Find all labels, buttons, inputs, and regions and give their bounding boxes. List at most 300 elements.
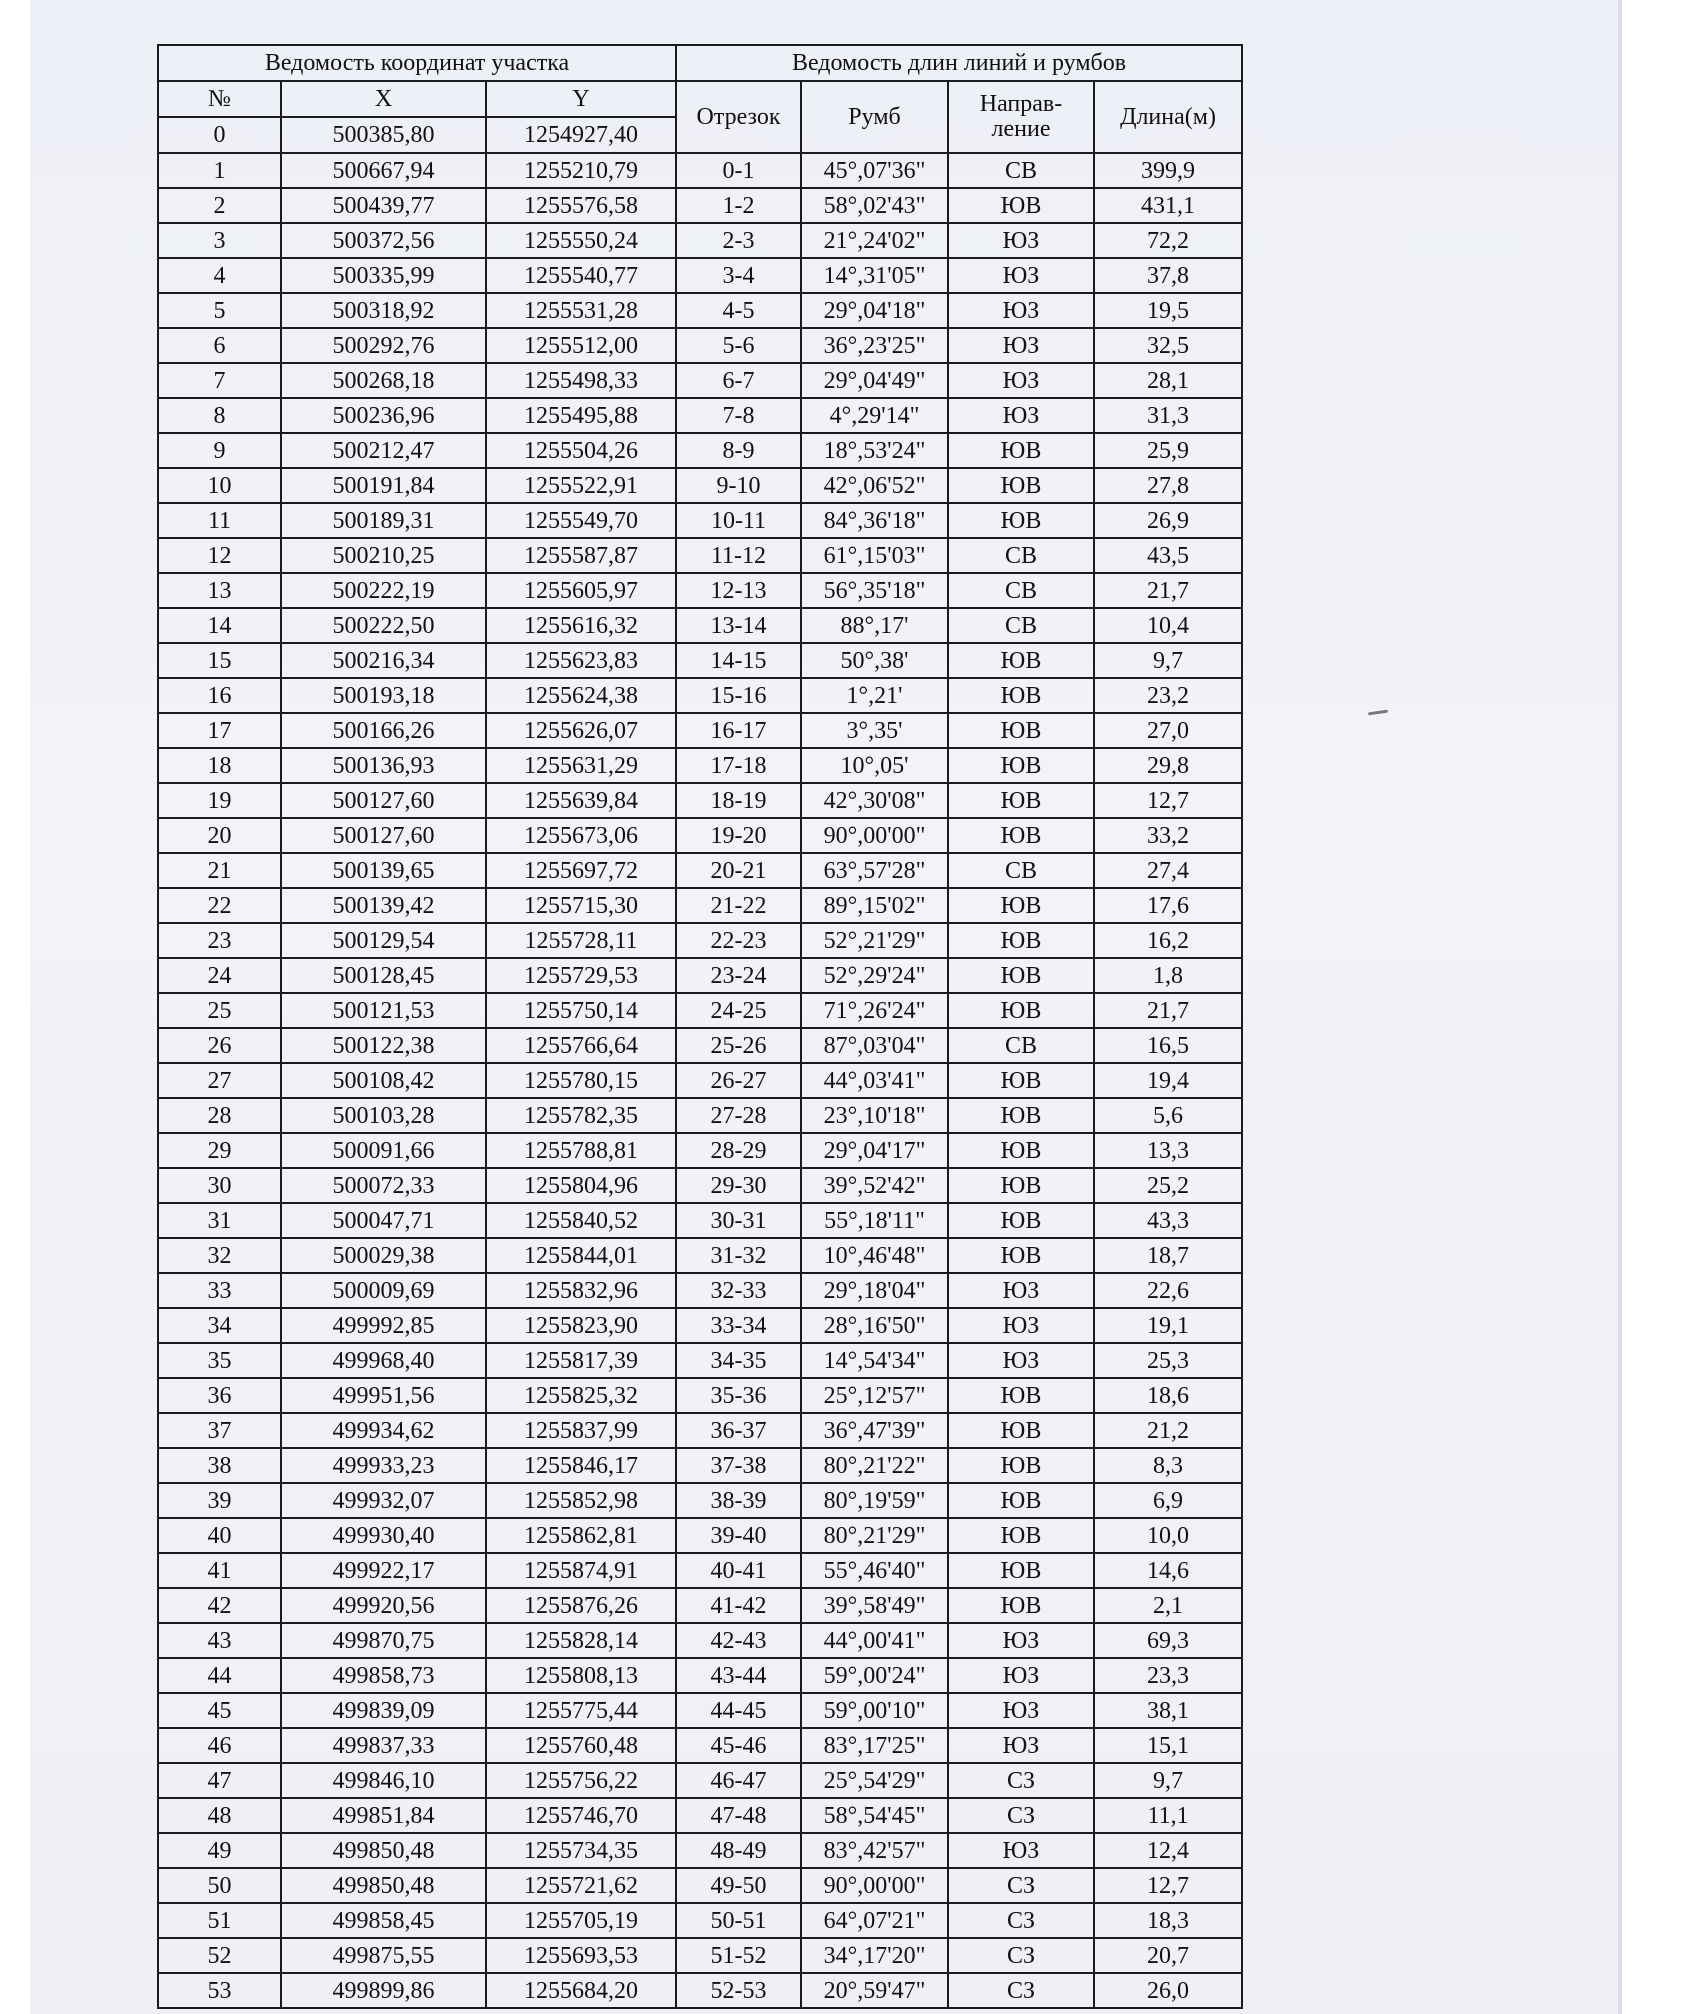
point-number: 19: [158, 783, 281, 818]
table-row: [158, 608, 1242, 643]
segment: 30-31: [676, 1203, 801, 1238]
length: 21,2: [1094, 1413, 1242, 1448]
length: 12,7: [1094, 783, 1242, 818]
direction: ЮВ: [948, 748, 1094, 783]
direction: ЮЗ: [948, 328, 1094, 363]
bearing: 61°,15'03": [801, 538, 948, 573]
point-number: 32: [158, 1238, 281, 1273]
point-number: 3: [158, 223, 281, 258]
direction: ЮВ: [948, 958, 1094, 993]
point-x: 499932,07: [281, 1483, 486, 1518]
point-x: 500236,96: [281, 398, 486, 433]
point-y: 1255715,30: [486, 888, 676, 923]
point-number: 26: [158, 1028, 281, 1063]
segment: 41-42: [676, 1588, 801, 1623]
segment: 25-26: [676, 1028, 801, 1063]
length: 19,1: [1094, 1308, 1242, 1343]
point-number: 15: [158, 643, 281, 678]
point-y: 1255697,72: [486, 853, 676, 888]
table-row: [158, 748, 1242, 783]
col-x-header: X: [281, 81, 486, 117]
table-row: [158, 1833, 1242, 1868]
length: 26,9: [1094, 503, 1242, 538]
direction: СЗ: [948, 1938, 1094, 1973]
direction: ЮЗ: [948, 1273, 1094, 1308]
coordinates-title: Ведомость координат участка: [158, 45, 676, 81]
point-x: 500222,19: [281, 573, 486, 608]
table-row: [158, 818, 1242, 853]
point-number: 42: [158, 1588, 281, 1623]
direction: ЮВ: [948, 1413, 1094, 1448]
table-row: [158, 223, 1242, 258]
point-x: 499858,73: [281, 1658, 486, 1693]
point-number: 14: [158, 608, 281, 643]
segment: 36-37: [676, 1413, 801, 1448]
direction: ЮВ: [948, 1378, 1094, 1413]
length: 18,7: [1094, 1238, 1242, 1273]
direction: ЮВ: [948, 1238, 1094, 1273]
direction: ЮВ: [948, 1483, 1094, 1518]
table-row: [158, 398, 1242, 433]
table-row: [158, 1168, 1242, 1203]
point-x: 500439,77: [281, 188, 486, 223]
point-x: 499951,56: [281, 1378, 486, 1413]
table-row: [158, 1868, 1242, 1903]
table-row: [158, 643, 1242, 678]
length: 25,3: [1094, 1343, 1242, 1378]
point-number: 28: [158, 1098, 281, 1133]
direction: ЮВ: [948, 1518, 1094, 1553]
point-y: 1255852,98: [486, 1483, 676, 1518]
segment: 19-20: [676, 818, 801, 853]
bearing: 29°,18'04": [801, 1273, 948, 1308]
direction: ЮЗ: [948, 1343, 1094, 1378]
bearing: 3°,35': [801, 713, 948, 748]
point-y: 1255631,29: [486, 748, 676, 783]
table-row: [158, 1273, 1242, 1308]
bearing: 25°,54'29": [801, 1763, 948, 1798]
segment: 13-14: [676, 608, 801, 643]
segment: 12-13: [676, 573, 801, 608]
point-x: 500103,28: [281, 1098, 486, 1133]
segment: 24-25: [676, 993, 801, 1028]
segment: 32-33: [676, 1273, 801, 1308]
point-y: 1255684,20: [486, 1973, 676, 2008]
point-y: 1255728,11: [486, 923, 676, 958]
bearing: 45°,07'36": [801, 153, 948, 188]
table-row: [158, 328, 1242, 363]
point-x: 499850,48: [281, 1833, 486, 1868]
table-row: [158, 1903, 1242, 1938]
point-y: 1255504,26: [486, 433, 676, 468]
length: 2,1: [1094, 1588, 1242, 1623]
point-number: 53: [158, 1973, 281, 2008]
segment: 44-45: [676, 1693, 801, 1728]
col-y-header: Y: [486, 81, 676, 117]
length: 8,3: [1094, 1448, 1242, 1483]
point-y: 1255782,35: [486, 1098, 676, 1133]
direction: ЮЗ: [948, 1833, 1094, 1868]
direction: СЗ: [948, 1763, 1094, 1798]
direction: ЮВ: [948, 923, 1094, 958]
direction: СВ: [948, 153, 1094, 188]
point-x: 500268,18: [281, 363, 486, 398]
direction: ЮВ: [948, 468, 1094, 503]
point-x: 500189,31: [281, 503, 486, 538]
table-row: [158, 503, 1242, 538]
point-number: 36: [158, 1378, 281, 1413]
point-x: 499992,85: [281, 1308, 486, 1343]
length: 23,3: [1094, 1658, 1242, 1693]
bearing: 58°,02'43": [801, 188, 948, 223]
bearing: 84°,36'18": [801, 503, 948, 538]
length: 12,4: [1094, 1833, 1242, 1868]
table-row: [158, 1203, 1242, 1238]
table-row: [158, 1938, 1242, 1973]
point-x: 500193,18: [281, 678, 486, 713]
segment: 49-50: [676, 1868, 801, 1903]
segment: 8-9: [676, 433, 801, 468]
segment: 22-23: [676, 923, 801, 958]
table-row: [158, 1378, 1242, 1413]
bearing: 36°,23'25": [801, 328, 948, 363]
bearing: 25°,12'57": [801, 1378, 948, 1413]
segment: 40-41: [676, 1553, 801, 1588]
table-row: [158, 1553, 1242, 1588]
bearing: 80°,19'59": [801, 1483, 948, 1518]
length: 399,9: [1094, 153, 1242, 188]
point-y: 1255874,91: [486, 1553, 676, 1588]
point-number: 9: [158, 433, 281, 468]
length: 9,7: [1094, 1763, 1242, 1798]
point-number: 10: [158, 468, 281, 503]
table-row: [158, 958, 1242, 993]
point-x: 499922,17: [281, 1553, 486, 1588]
bearing: 59°,00'24": [801, 1658, 948, 1693]
length: 19,5: [1094, 293, 1242, 328]
table-row: [158, 853, 1242, 888]
length: 38,1: [1094, 1693, 1242, 1728]
direction: ЮВ: [948, 1133, 1094, 1168]
point-y: 1255734,35: [486, 1833, 676, 1868]
point-x: 499920,56: [281, 1588, 486, 1623]
segment: 34-35: [676, 1343, 801, 1378]
direction: СЗ: [948, 1868, 1094, 1903]
point-x: 500127,60: [281, 783, 486, 818]
point-y: 1255832,96: [486, 1273, 676, 1308]
point-y: 1255673,06: [486, 818, 676, 853]
segment: 33-34: [676, 1308, 801, 1343]
table-row: [158, 783, 1242, 818]
bearing: 52°,29'24": [801, 958, 948, 993]
point-number: 13: [158, 573, 281, 608]
segment: 21-22: [676, 888, 801, 923]
table-row: [158, 888, 1242, 923]
segment: 27-28: [676, 1098, 801, 1133]
segment: 10-11: [676, 503, 801, 538]
bearing: 1°,21': [801, 678, 948, 713]
direction: ЮВ: [948, 1063, 1094, 1098]
table-row: [158, 468, 1242, 503]
segment: 9-10: [676, 468, 801, 503]
point-number: 12: [158, 538, 281, 573]
table-row: [158, 188, 1242, 223]
bearing: 21°,24'02": [801, 223, 948, 258]
direction: ЮВ: [948, 888, 1094, 923]
point-y: 1255846,17: [486, 1448, 676, 1483]
bearing: 89°,15'02": [801, 888, 948, 923]
table-row: [158, 993, 1242, 1028]
segment: 46-47: [676, 1763, 801, 1798]
point-number: 6: [158, 328, 281, 363]
bearing: 39°,52'42": [801, 1168, 948, 1203]
direction: СЗ: [948, 1903, 1094, 1938]
table-row: [158, 1763, 1242, 1798]
point-number: 50: [158, 1868, 281, 1903]
bearing: 87°,03'04": [801, 1028, 948, 1063]
bearing: 58°,54'45": [801, 1798, 948, 1833]
point-x: 499851,84: [281, 1798, 486, 1833]
direction: ЮВ: [948, 1098, 1094, 1133]
point-y: 1255828,14: [486, 1623, 676, 1658]
bearing: 14°,54'34": [801, 1343, 948, 1378]
table-row: [158, 1518, 1242, 1553]
point-x: 499858,45: [281, 1903, 486, 1938]
length: 15,1: [1094, 1728, 1242, 1763]
direction: ЮВ: [948, 993, 1094, 1028]
point-x: 500128,45: [281, 958, 486, 993]
point-y: 1255825,32: [486, 1378, 676, 1413]
bearing: 4°,29'14": [801, 398, 948, 433]
table-row: [158, 258, 1242, 293]
point-number: 46: [158, 1728, 281, 1763]
table-row: [158, 1063, 1242, 1098]
point-y: 1255210,79: [486, 153, 676, 188]
length: 25,9: [1094, 433, 1242, 468]
direction: ЮВ: [948, 1448, 1094, 1483]
point-x: 499870,75: [281, 1623, 486, 1658]
length: 431,1: [1094, 188, 1242, 223]
point-x: 500121,53: [281, 993, 486, 1028]
point-y: 1255808,13: [486, 1658, 676, 1693]
segment: 31-32: [676, 1238, 801, 1273]
point-number: 4: [158, 258, 281, 293]
length: 19,4: [1094, 1063, 1242, 1098]
point-number: 5: [158, 293, 281, 328]
page-edge: [1618, 0, 1622, 2014]
point-x: 500216,34: [281, 643, 486, 678]
table-row: [158, 1308, 1242, 1343]
segment: 15-16: [676, 678, 801, 713]
point-x: 499839,09: [281, 1693, 486, 1728]
point-y: 1255817,39: [486, 1343, 676, 1378]
point-y: 1255576,58: [486, 188, 676, 223]
point-number: 16: [158, 678, 281, 713]
point-y: 1255844,01: [486, 1238, 676, 1273]
length: 16,5: [1094, 1028, 1242, 1063]
direction: ЮВ: [948, 678, 1094, 713]
length: 43,5: [1094, 538, 1242, 573]
point-y: 1255804,96: [486, 1168, 676, 1203]
point-number: 37: [158, 1413, 281, 1448]
bearing: 34°,17'20": [801, 1938, 948, 1973]
bearing: 71°,26'24": [801, 993, 948, 1028]
bearing: 59°,00'10": [801, 1693, 948, 1728]
direction: ЮЗ: [948, 1623, 1094, 1658]
length: 10,0: [1094, 1518, 1242, 1553]
bearing: 44°,03'41": [801, 1063, 948, 1098]
length: 22,6: [1094, 1273, 1242, 1308]
point-x: 500166,26: [281, 713, 486, 748]
segment: 28-29: [676, 1133, 801, 1168]
length: 18,6: [1094, 1378, 1242, 1413]
col-number-header: №: [158, 81, 281, 117]
point-y: 1255639,84: [486, 783, 676, 818]
length: 10,4: [1094, 608, 1242, 643]
point-number: 2: [158, 188, 281, 223]
direction: ЮЗ: [948, 223, 1094, 258]
bearing: 88°,17': [801, 608, 948, 643]
point-number: 49: [158, 1833, 281, 1868]
point-y: 1255780,15: [486, 1063, 676, 1098]
segment: 4-5: [676, 293, 801, 328]
point-y: 1255766,64: [486, 1028, 676, 1063]
point-number: 22: [158, 888, 281, 923]
length: 21,7: [1094, 573, 1242, 608]
point-number: 21: [158, 853, 281, 888]
point-y: 1255756,22: [486, 1763, 676, 1798]
segment: 18-19: [676, 783, 801, 818]
table-row: [158, 1623, 1242, 1658]
direction: ЮЗ: [948, 1308, 1094, 1343]
length: 18,3: [1094, 1903, 1242, 1938]
point-number: 30: [158, 1168, 281, 1203]
bearing: 10°,05': [801, 748, 948, 783]
point-x: 500139,42: [281, 888, 486, 923]
table-row: [158, 1238, 1242, 1273]
bearing: 64°,07'21": [801, 1903, 948, 1938]
direction: СЗ: [948, 1798, 1094, 1833]
point-x: 499934,62: [281, 1413, 486, 1448]
length: 1,8: [1094, 958, 1242, 993]
point-x: 500072,33: [281, 1168, 486, 1203]
point-y: 1255498,33: [486, 363, 676, 398]
bearing: 23°,10'18": [801, 1098, 948, 1133]
table-row: [158, 1483, 1242, 1518]
segment: 5-6: [676, 328, 801, 363]
point-number: 51: [158, 1903, 281, 1938]
point-y: 1255729,53: [486, 958, 676, 993]
direction: ЮЗ: [948, 1693, 1094, 1728]
direction: СВ: [948, 608, 1094, 643]
point-y: 1255587,87: [486, 538, 676, 573]
point-x: 500047,71: [281, 1203, 486, 1238]
point-number: 35: [158, 1343, 281, 1378]
length: 6,9: [1094, 1483, 1242, 1518]
table-row: [158, 1133, 1242, 1168]
segment: 1-2: [676, 188, 801, 223]
point-x: 500372,56: [281, 223, 486, 258]
point-x: 500122,38: [281, 1028, 486, 1063]
col-length-header: Длина(м): [1094, 81, 1242, 153]
direction: ЮВ: [948, 1203, 1094, 1238]
segment: 20-21: [676, 853, 801, 888]
length: 12,7: [1094, 1868, 1242, 1903]
segment: 42-43: [676, 1623, 801, 1658]
length: 23,2: [1094, 678, 1242, 713]
table-row: [158, 293, 1242, 328]
bearing: 29°,04'17": [801, 1133, 948, 1168]
segment: 51-52: [676, 1938, 801, 1973]
point-number: 45: [158, 1693, 281, 1728]
point-y: 1254927,40: [486, 117, 676, 153]
length: 20,7: [1094, 1938, 1242, 1973]
bearing: 83°,17'25": [801, 1728, 948, 1763]
point-y: 1255823,90: [486, 1308, 676, 1343]
point-x: 500318,92: [281, 293, 486, 328]
point-number: 29: [158, 1133, 281, 1168]
point-y: 1255693,53: [486, 1938, 676, 1973]
point-number: 25: [158, 993, 281, 1028]
point-number: 43: [158, 1623, 281, 1658]
bearing: 44°,00'41": [801, 1623, 948, 1658]
bearing: 28°,16'50": [801, 1308, 948, 1343]
direction: ЮВ: [948, 713, 1094, 748]
table-body: [158, 153, 1242, 2008]
point-x: 499837,33: [281, 1728, 486, 1763]
length: 14,6: [1094, 1553, 1242, 1588]
bearing: 14°,31'05": [801, 258, 948, 293]
point-x: 500136,93: [281, 748, 486, 783]
bearing: 36°,47'39": [801, 1413, 948, 1448]
point-y: 1255862,81: [486, 1518, 676, 1553]
point-y: 1255512,00: [486, 328, 676, 363]
point-y: 1255531,28: [486, 293, 676, 328]
direction: ЮЗ: [948, 1658, 1094, 1693]
bearing: 52°,21'29": [801, 923, 948, 958]
point-number: 39: [158, 1483, 281, 1518]
point-number: 52: [158, 1938, 281, 1973]
segment: 47-48: [676, 1798, 801, 1833]
direction: СВ: [948, 1028, 1094, 1063]
segment: 14-15: [676, 643, 801, 678]
length: 28,1: [1094, 363, 1242, 398]
length: 69,3: [1094, 1623, 1242, 1658]
point-x: 499930,40: [281, 1518, 486, 1553]
point-x: 500129,54: [281, 923, 486, 958]
point-x: 500292,76: [281, 328, 486, 363]
table-row: [158, 1343, 1242, 1378]
length: 11,1: [1094, 1798, 1242, 1833]
point-y: 1255876,26: [486, 1588, 676, 1623]
point-y: 1255550,24: [486, 223, 676, 258]
point-number: 34: [158, 1308, 281, 1343]
point-x: 500191,84: [281, 468, 486, 503]
segment: 2-3: [676, 223, 801, 258]
bearing: 80°,21'29": [801, 1518, 948, 1553]
point-number: 18: [158, 748, 281, 783]
direction: ЮЗ: [948, 1728, 1094, 1763]
bearing: 90°,00'00": [801, 1868, 948, 1903]
point-x: 499846,10: [281, 1763, 486, 1798]
segment: 39-40: [676, 1518, 801, 1553]
segment: 17-18: [676, 748, 801, 783]
segment: 52-53: [676, 1973, 801, 2008]
length: 37,8: [1094, 258, 1242, 293]
lines-bearings-title: Ведомость длин линий и румбов: [676, 45, 1242, 81]
point-x: 500009,69: [281, 1273, 486, 1308]
table-row: [158, 1028, 1242, 1063]
